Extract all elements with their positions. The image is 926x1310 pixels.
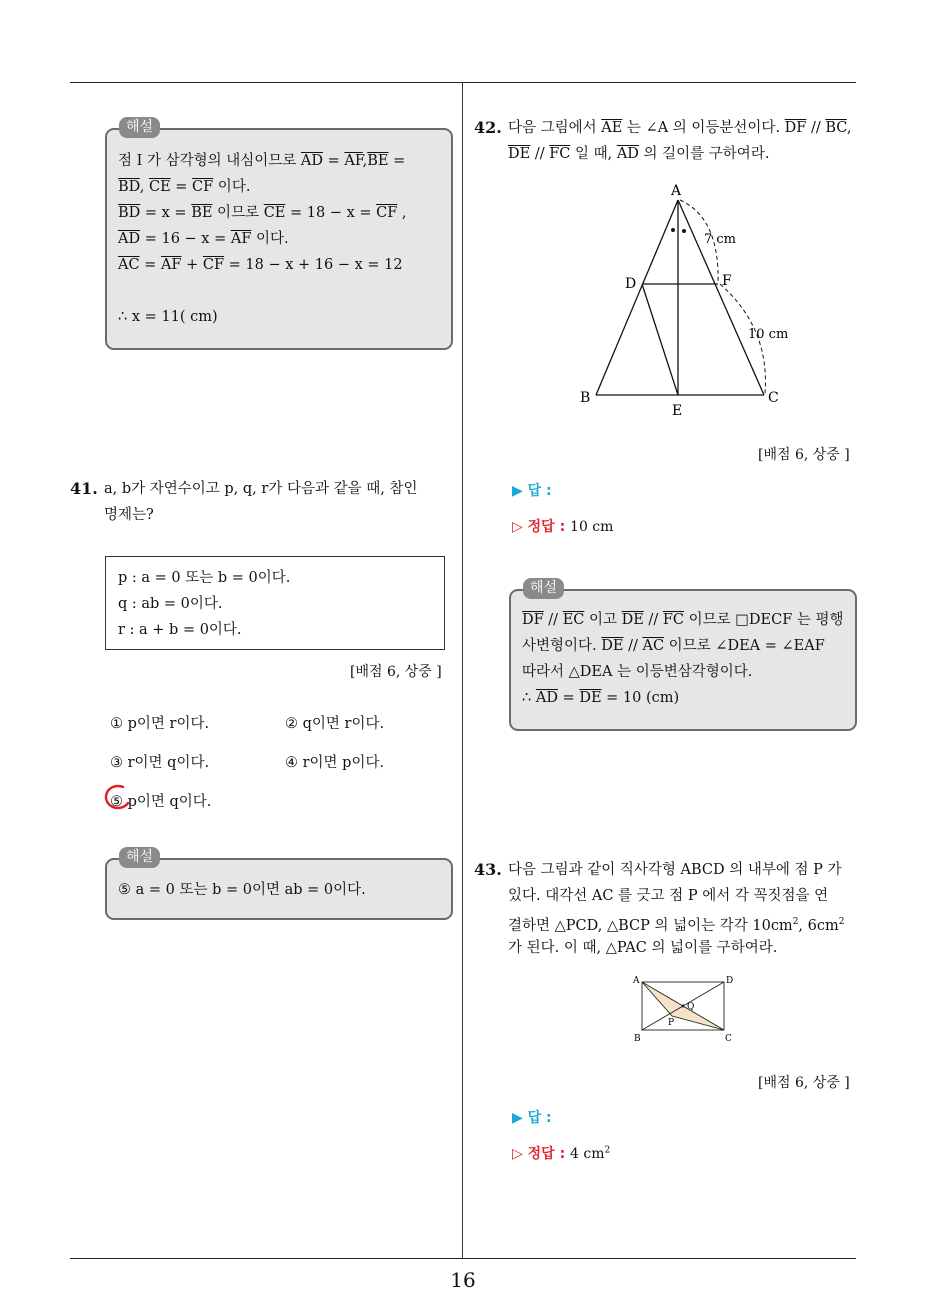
choice-3[interactable]: ③ r이면 q이다. <box>110 755 210 771</box>
question-42-score: [배점 6, 상중 ] <box>758 447 850 463</box>
choice-5[interactable]: ⑤ p이면 q이다. <box>110 794 212 810</box>
solution-40-line-6: ∴ x = 11( cm) <box>118 309 218 325</box>
choice-2[interactable]: ② q이면 r이다. <box>285 716 385 732</box>
fig42-length-10: 10 cm <box>748 327 789 342</box>
question-41-number: 41. <box>70 479 98 498</box>
solution-tag-42: 해설 <box>523 578 564 599</box>
question-42-answer-label: ▶ 답 : <box>512 483 552 499</box>
fig43-label-Q: Q <box>687 1002 695 1012</box>
solution-40-line-3: $\overline{BD} = x = \overline{BE}$ 이므로 $\overline{CE} = 18 - x = \overline{CF}$ , <box>118 205 407 221</box>
solution-42-line-1: $\overline{DF} // \overline{EC}$ 이고 $\overline{DE} // \overline{FC}$ 이므로 □DECF 는 평행 <box>522 612 844 628</box>
fig42-label-E: E <box>672 403 683 419</box>
page-number: 16 <box>450 1268 476 1292</box>
question-43-answer-label: ▶ 답 : <box>512 1110 552 1126</box>
fig43-label-P: P <box>668 1018 675 1028</box>
triangle-figure <box>570 178 800 423</box>
question-41-score: [배점 6, 상중 ] <box>350 664 442 680</box>
solution-41-text: ⑤ a = 0 또는 b = 0이면 ab = 0이다. <box>118 882 366 898</box>
question-43-score: [배점 6, 상중 ] <box>758 1075 850 1091</box>
answer-circle-mark <box>101 783 133 813</box>
condition-p: p : a = 0 또는 b = 0이다. <box>118 570 291 586</box>
fig42-label-A: A <box>671 183 682 199</box>
fig42-label-D: D <box>625 276 637 292</box>
fig43-label-C: C <box>725 1034 732 1044</box>
bottom-rule <box>70 1258 856 1259</box>
question-43-correct-answer: ▷ 정답 : 4 $cm^2$ <box>512 1145 611 1162</box>
question-43-line-4: 가 된다. 이 때, △PAC 의 넓이를 구하여라. <box>508 940 778 956</box>
solution-40-line-5: $\overline{AC} = \overline{AF} + \overline{CF} = 18 - x + 16 - x = 12$ <box>118 257 403 273</box>
solution-42-line-4: ∴ $\overline{AD} = \overline{DE} = 10$ (cm) <box>522 690 680 706</box>
top-rule <box>70 82 856 83</box>
solution-42-line-3: 따라서 △DEA 는 이등변삼각형이다. <box>522 664 753 680</box>
choice-4[interactable]: ④ r이면 p이다. <box>285 755 385 771</box>
solution-42-line-2: 사변형이다. $\overline{DE} // \overline{AC}$ 이므로 ∠DEA = ∠EAF <box>522 638 825 654</box>
solution-tag-40: 해설 <box>119 117 160 138</box>
fig43-label-D: D <box>726 976 734 986</box>
fig42-label-C: C <box>768 390 779 406</box>
fig43-label-A: A <box>633 976 640 986</box>
question-43-line-2: 있다. 대각선 AC 를 긋고 점 P 에서 각 꼭짓점을 연 <box>508 888 829 904</box>
question-42-number: 42. <box>474 118 502 137</box>
question-41-line-2: 명제는? <box>104 507 154 523</box>
column-divider <box>462 83 463 1258</box>
question-42-line-1: 다음 그림에서 $\overline{AE}$ 는 ∠A 의 이등분선이다. $\overline{DF} // \overline{BC}$, <box>508 120 852 136</box>
fig43-label-B: B <box>634 1034 641 1044</box>
question-42-correct-answer: ▷ 정답 : 10 cm <box>512 519 614 535</box>
question-41-line-1: a, b가 자연수이고 p, q, r가 다음과 같을 때, 참인 <box>104 481 418 497</box>
solution-40-line-1: 점 I 가 삼각형의 내심이므로 $\overline{AD} = \overline{AF},\overline{BE}$ = <box>118 153 406 169</box>
question-43-line-3: 결하면 △PCD, △BCP 의 넓이는 각각 $10cm^2$, $6cm^2$ <box>508 917 845 934</box>
question-43-line-1: 다음 그림과 같이 직사각형 ABCD 의 내부에 점 P 가 <box>508 862 842 878</box>
fig42-length-7: 7 cm <box>704 232 737 247</box>
condition-r: r : a + b = 0이다. <box>118 622 242 638</box>
question-42-line-2: $\overline{DE} // \overline{FC}$ 일 때, $\overline{AD}$ 의 길이를 구하여라. <box>508 146 770 162</box>
fig42-label-B: B <box>580 390 591 406</box>
condition-q: q : ab = 0이다. <box>118 596 223 612</box>
solution-40-line-2: $\overline{BD}$, $\overline{CE} = \overline{CF}$ 이다. <box>118 179 251 195</box>
solution-40-line-4: $\overline{AD} = 16 - x = \overline{AF}$ 이다. <box>118 231 289 247</box>
question-43-number: 43. <box>474 860 502 879</box>
choice-1[interactable]: ① p이면 r이다. <box>110 716 210 732</box>
solution-tag-41: 해설 <box>119 847 160 868</box>
fig42-label-F: F <box>722 273 732 289</box>
rectangle-figure <box>628 972 740 1046</box>
